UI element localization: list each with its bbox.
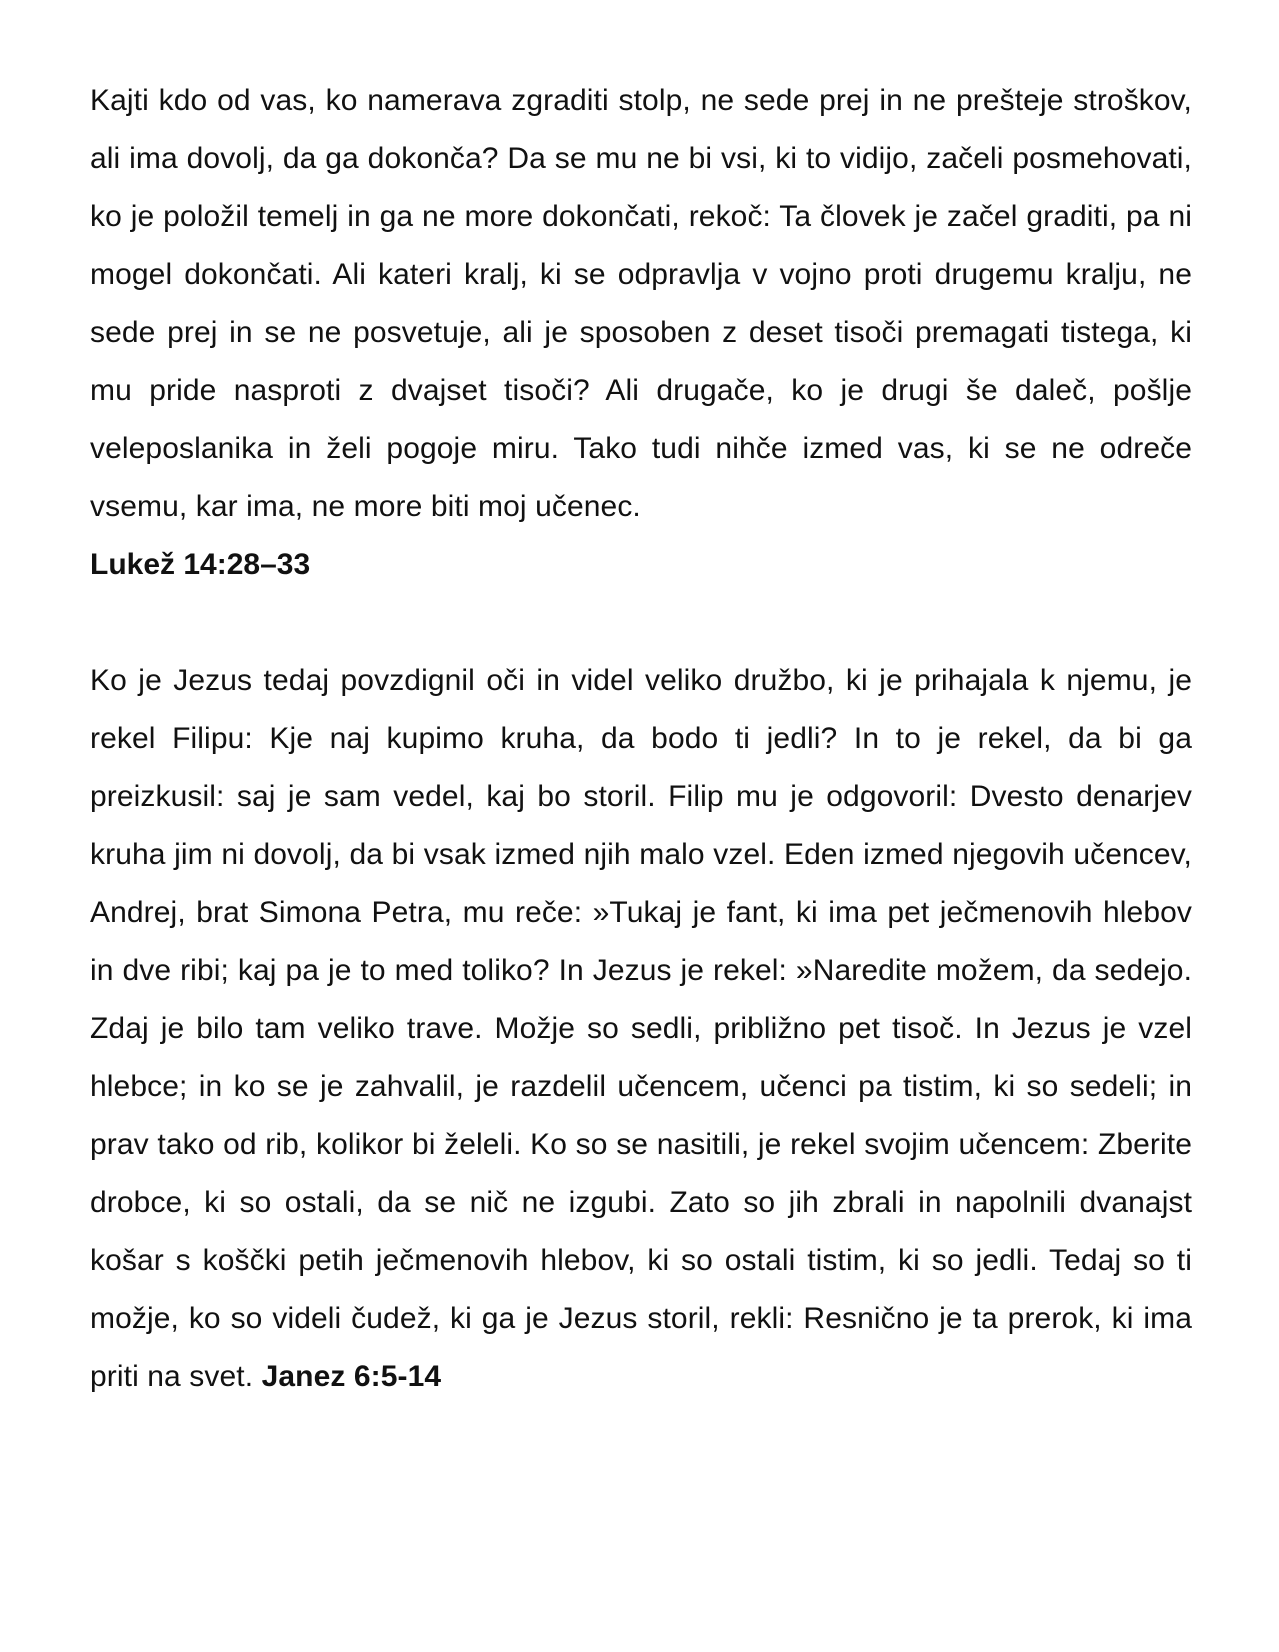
passage-luke-reference: Lukež 14:28–33	[90, 548, 311, 581]
passage-john-text: Ko je Jezus tedaj povzdignil oči in videl veliko družbo, ki je prihajala k njemu, je rekel Filipu: Kje naj kupimo kruha, da bodo ti jedli? In to je rekel, da bi ga preizkusil: saj je sam vedel, kaj bo storil. Filip mu je odgovoril: Dvesto denarjev kruha jim ni dovolj, da bi vsak izmed njih malo vzel. Eden izmed njegovih učencev, Andrej, brat Simona Petra, mu reče: »Tukaj je fant, ki ima pet ječmenovih hlebov in dve ribi; kaj pa je to med toliko? In Jezus je rekel: »Naredite možem, da sedejo. Zdaj je bilo tam veliko trave. Možje so sedli, približno pet tisoč. In Jezus je vzel hlebce; in ko se je zahvalil, je razdelil učencem, učenci pa tistim, ki so sedeli; in prav tako od rib, kolikor bi želeli. Ko so se nasitili, je rekel svojim učencem: Zberite drobce, ki so ostali, da se nič ne izgubi. Zato so jih zbrali in napolnili dvanajst košar s koščki petih ječmenovih hlebov, ki so ostali tistim, ki so jedli. Tedaj so ti možje, ko so videli čudež, ki ga je Jezus storil, rekli: Resnično je ta prerok, ki ima priti na svet.	[90, 664, 1192, 1393]
passage-john-paragraph	[90, 652, 1192, 1406]
passage-luke-text: Kajti kdo od vas, ko namerava zgraditi stolp, ne sede prej in ne prešteje stroškov, ali ima dovolj, da ga dokonča? Da se mu ne bi vsi, ki to vidijo, začeli posmehovati, ko je položil temelj in ga ne more dokončati, rekoč: Ta človek je začel graditi, pa ni mogel dokončati. Ali kateri kralj, ki se odpravlja v vojno proti drugemu kralju, ne sede prej in se ne posvetuje, ali je sposoben z deset tisoči premagati tistega, ki mu pride nasproti z dvajset tisoči? Ali drugače, ko je drugi še daleč, pošlje veleposlanika in želi pogoje miru. Tako tudi nihče izmed vas, ki se ne odreče vsemu, kar ima, ne more biti moj učenec.	[90, 84, 1192, 523]
document-page	[90, 72, 1192, 1406]
paragraph-gap	[90, 594, 1192, 652]
passage-john-reference: Janez 6:5-14	[261, 1360, 442, 1393]
